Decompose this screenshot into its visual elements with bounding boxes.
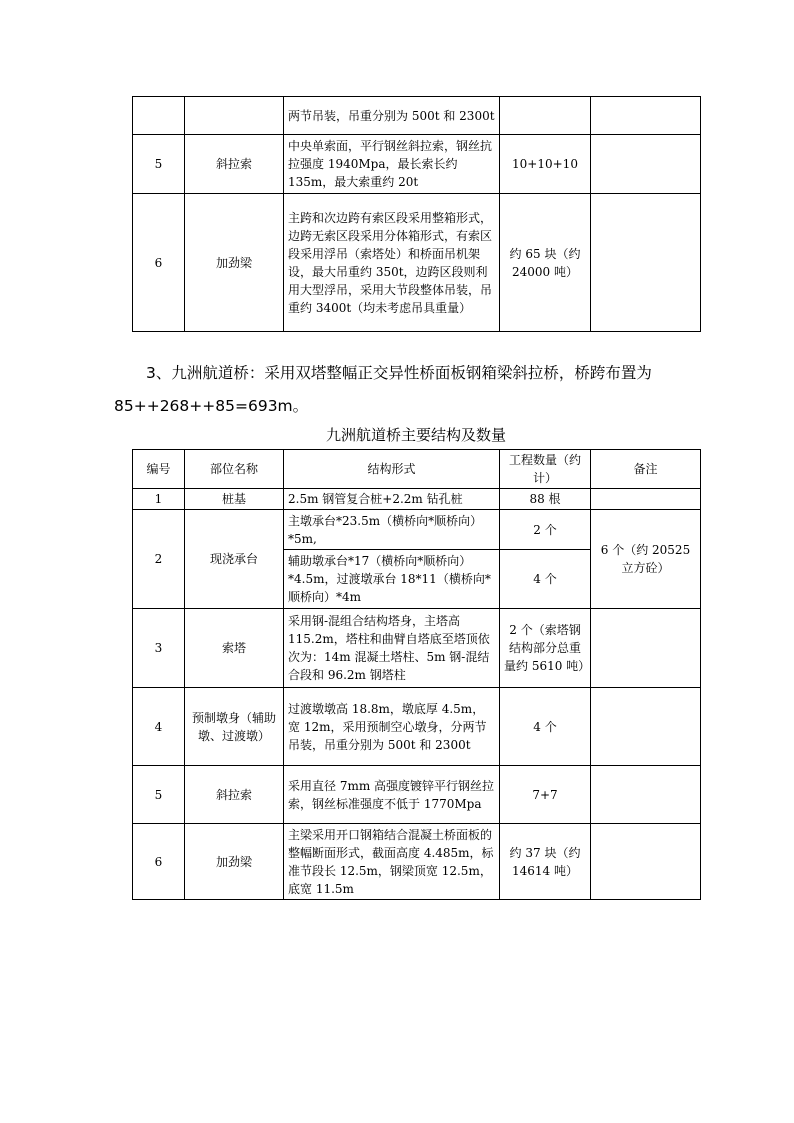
cell-form: 2.5m 钢管复合桩+2.2m 钻孔桩 (284, 489, 500, 510)
cell-part: 现浇承台 (185, 510, 284, 609)
table-row (133, 824, 701, 900)
cell-num: 6 (133, 824, 185, 900)
cell-qty (500, 97, 591, 135)
cell-num: 4 (133, 688, 185, 766)
table-row (133, 688, 701, 766)
cell-qty: 4 个 (500, 550, 591, 609)
cell-part: 预制墩身（辅助墩、过渡墩） (185, 688, 284, 766)
cell-note (591, 824, 701, 900)
cell-qty: 10+10+10 (500, 135, 591, 194)
body-paragraph (114, 357, 724, 423)
cell-note (591, 194, 701, 332)
cell-note: 6 个（约 20525 立方砼） (591, 510, 701, 609)
cell-part: 桩基 (185, 489, 284, 510)
cell-num: 2 (133, 510, 185, 609)
cell-num: 5 (133, 135, 185, 194)
cell-qty: 7+7 (500, 766, 591, 824)
cell-form: 辅助墩承台*17（横桥向*顺桥向）*4.5m，过渡墩承台 18*11（横桥向*顺桥向）*4m (284, 550, 500, 609)
cell-part: 加劲梁 (185, 194, 284, 332)
cell-num (133, 97, 185, 135)
cell-form: 采用钢-混组合结构塔身，主塔高 115.2m，塔柱和曲臂自塔底至塔顶依次为：14m 混凝土塔柱、5m 钢-混结合段和 96.2m 钢塔柱 (284, 609, 500, 688)
table-row (133, 135, 701, 194)
cell-qty: 约 65 块（约 24000 吨） (500, 194, 591, 332)
cell-note (591, 97, 701, 135)
header-part: 部位名称 (185, 450, 284, 489)
table-row (133, 510, 701, 550)
cell-form: 主梁采用开口钢箱结合混凝土桥面板的整幅断面形式，截面高度 4.485m，标准节段长 12.5m，钢梁顶宽 12.5m，底宽 11.5m (284, 824, 500, 900)
cell-note (591, 489, 701, 510)
cell-note (591, 609, 701, 688)
table-row (133, 194, 701, 332)
cell-form: 中央单索面，平行钢丝斜拉索，钢丝抗拉强度 1940Mpa，最长索长约 135m，最大索重约 20t (284, 135, 500, 194)
cell-qty: 2 个（索塔钢结构部分总重量约 5610 吨） (500, 609, 591, 688)
header-note: 备注 (591, 450, 701, 489)
cell-num: 1 (133, 489, 185, 510)
cell-note (591, 135, 701, 194)
cell-part: 加劲梁 (185, 824, 284, 900)
cell-form: 采用直径 7mm 高强度镀锌平行钢丝拉索，钢丝标准强度不低于 1770Mpa (284, 766, 500, 824)
paragraph-line-1: 3、九洲航道桥：采用双塔整幅正交异性桥面板钢箱梁斜拉桥，桥跨布置为 (146, 364, 652, 382)
cell-qty: 88 根 (500, 489, 591, 510)
header-num: 编号 (133, 450, 185, 489)
cell-part: 斜拉索 (185, 766, 284, 824)
header-qty: 工程数量（约计） (500, 450, 591, 489)
cell-part: 索塔 (185, 609, 284, 688)
paragraph-line (114, 357, 724, 390)
bridge-structure-table (132, 449, 701, 900)
cell-num: 6 (133, 194, 185, 332)
cell-note (591, 688, 701, 766)
cell-part: 斜拉索 (185, 135, 284, 194)
cell-form: 两节吊装，吊重分别为 500t 和 2300t (284, 97, 500, 135)
table-row (133, 97, 701, 135)
cell-num: 5 (133, 766, 185, 824)
cell-part (185, 97, 284, 135)
cell-qty: 2 个 (500, 510, 591, 550)
cell-num: 3 (133, 609, 185, 688)
table-row (133, 609, 701, 688)
paragraph-line: 85++268++85=693m。 (114, 397, 309, 415)
cell-qty: 约 37 块（约 14614 吨） (500, 824, 591, 900)
cell-form: 主跨和次边跨有索区段采用整箱形式，边跨无索区段采用分体箱形式，有索区段采用浮吊（索塔处）和桥面吊机架设，最大吊重约 350t，边跨区段则利用大型浮吊，采用大节段整体吊装，吊重约 3400t（均未考虑吊具重量） (284, 194, 500, 332)
cell-form: 过渡墩墩高 18.8m，墩底厚 4.5m，宽 12m，采用预制空心墩身，分两节吊装，吊重分别为 500t 和 2300t (284, 688, 500, 766)
cell-form: 主墩承台*23.5m（横桥向*顺桥向）*5m, (284, 510, 500, 550)
table-header-row (133, 450, 701, 489)
bridge-table-continued (132, 96, 701, 332)
header-form: 结构形式 (284, 450, 500, 489)
table-row (133, 766, 701, 824)
table-caption: 九洲航道桥主要结构及数量 (325, 426, 506, 444)
cell-note (591, 766, 701, 824)
cell-qty: 4 个 (500, 688, 591, 766)
table-row (133, 489, 701, 510)
